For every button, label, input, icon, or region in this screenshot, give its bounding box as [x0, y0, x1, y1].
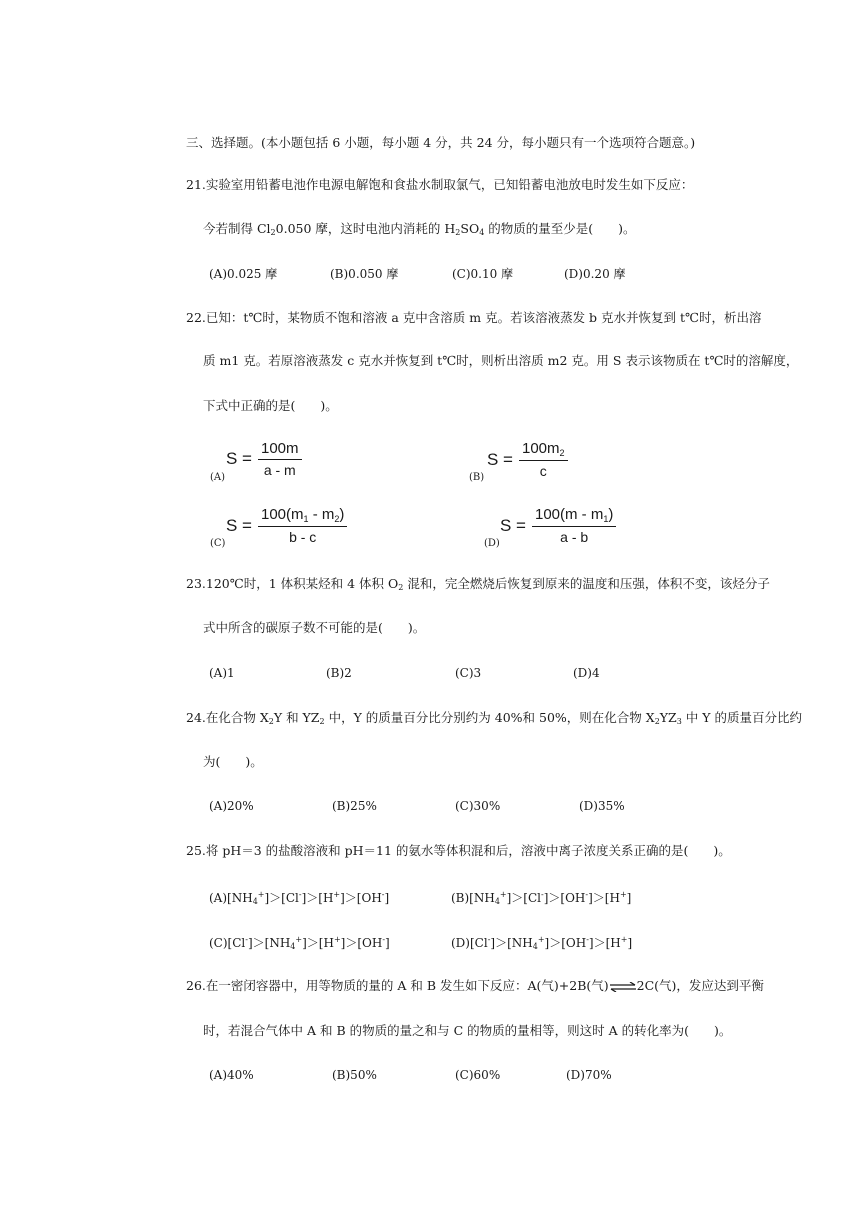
- section-header: 三、选择题。(本小题包括 6 小题，每小题 4 分，共 24 分，每小题只有一个选项符合题意。): [186, 135, 696, 150]
- formula-lhs: S =: [226, 449, 252, 468]
- q24-option-b[interactable]: (B)25%: [332, 799, 377, 813]
- denominator: b - c: [289, 529, 317, 545]
- q23-option-c[interactable]: (C)3: [455, 666, 482, 680]
- q22-formula-b-label[interactable]: (B): [469, 472, 485, 483]
- numerator: $100(m - m_1)$: [532, 506, 616, 527]
- q26-stem-line2: 时，若混合气体中 A 和 B 的物质的量之和与 C 的物质的量相等，则这时 A 的转化率为( )。: [203, 1023, 732, 1038]
- q26-stem-line1: 26.在一密闭容器中，用等物质的量的 A 和 B 发生如下反应：A(气)+2B(气) 2C(气)，发应达到平衡: [186, 978, 764, 993]
- fraction: [258, 440, 302, 478]
- q26-option-c[interactable]: (C)60%: [455, 1068, 501, 1082]
- q24-stem-line2: 为( )。: [203, 754, 263, 769]
- q22-formula-d[interactable]: [500, 506, 616, 545]
- fraction: [519, 440, 568, 479]
- q21-option-b[interactable]: (B)0.050 摩: [330, 267, 399, 281]
- q22-formula-a[interactable]: [226, 440, 302, 478]
- q22-formula-b[interactable]: [487, 440, 568, 479]
- q25-option-c[interactable]: $(C)[Cl^-]>[NH_4^+]>[H^+]>[OH^-]$: [209, 935, 390, 951]
- q25-option-a[interactable]: $(A)[NH_4^+]>[Cl^-]>[H^+]>[OH^-]$: [209, 890, 390, 906]
- q22-formula-c-label[interactable]: (C): [210, 538, 226, 549]
- formula-lhs: S =: [500, 515, 526, 535]
- denominator: a - b: [560, 529, 589, 545]
- q24-stem-line1: 24.在化合物 $X_2Y$ 和 $YZ_2$ 中，Y 的质量百分比分别约为 40%和 50%，则在化合物 $X_2YZ_3$ 中 Y 的质量百分比约: [186, 710, 802, 726]
- q22-formula-a-label[interactable]: (A): [210, 472, 226, 483]
- q25-option-d[interactable]: $(D)[Cl^-]>[NH_4^+]>[OH^-]>[H^+]$: [451, 935, 633, 951]
- q23-option-b[interactable]: (B)2: [326, 666, 352, 680]
- equilibrium-arrow-icon: [610, 982, 636, 992]
- q23-stem-line1: 23.120℃时，1 体积某烃和 4 体积 $O_2$ 混和，完全燃烧后恢复到原来的温度和压强，体积不变，该烃分子: [186, 576, 770, 592]
- q26-option-b[interactable]: (B)50%: [332, 1068, 377, 1082]
- q23-stem-line2: 式中所含的碳原子数不可能的是( )。: [203, 620, 426, 635]
- q21-option-c[interactable]: (C)0.10 摩: [452, 267, 514, 281]
- denominator: c: [539, 463, 547, 479]
- q24-option-c[interactable]: (C)30%: [455, 799, 501, 813]
- fraction: [532, 506, 616, 545]
- numerator: $100m_2$: [519, 440, 568, 461]
- q25-option-b[interactable]: $(B)[NH_4^+]>[Cl^-]>[OH^-]>[H^+]$: [451, 890, 632, 906]
- q21-option-a[interactable]: (A)0.025 摩: [209, 267, 278, 281]
- q22-formula-d-label[interactable]: (D): [484, 538, 500, 549]
- q22-stem-line3: 下式中正确的是( )。: [203, 398, 338, 413]
- q21-stem-line2: 今若制得 $Cl_20.050$ 摩，这时电池内消耗的 $H_2SO_4$ 的物质的量至少是( )。: [203, 221, 636, 237]
- q22-stem-line1: 22.已知：t℃时，某物质不饱和溶液 a 克中含溶质 m 克。若该溶液蒸发 b 克水并恢复到 t℃时，析出溶: [186, 310, 762, 325]
- q24-option-d[interactable]: (D)35%: [579, 799, 625, 813]
- q26-option-d[interactable]: (D)70%: [566, 1068, 612, 1082]
- q23-option-a[interactable]: (A)1: [209, 666, 235, 680]
- q21-stem-line1: 21.实验室用铅蓄电池作电源电解饱和食盐水制取氯气，已知铅蓄电池放电时发生如下反应：: [186, 177, 694, 192]
- formula-lhs: S =: [487, 449, 513, 469]
- q24-option-a[interactable]: (A)20%: [209, 799, 254, 813]
- q22-formula-c[interactable]: [226, 506, 347, 545]
- q21-option-d[interactable]: (D)0.20 摩: [564, 267, 626, 281]
- q26-option-a[interactable]: (A)40%: [209, 1068, 254, 1082]
- numerator: $100(m_1 - m_2)$: [258, 506, 347, 527]
- q25-stem-line1: 25.将 pH＝3 的盐酸溶液和 pH＝11 的氨水等体积混和后，溶液中离子浓度关系正确的是( )。: [186, 843, 731, 858]
- q22-stem-line2: 质 m1 克。若原溶液蒸发 c 克水并恢复到 t℃时，则析出溶质 m2 克。用 S 表示该物质在 t℃时的溶解度，: [203, 353, 799, 368]
- q23-option-d[interactable]: (D)4: [573, 666, 600, 680]
- denominator: a - m: [263, 462, 296, 478]
- numerator: 100m: [258, 440, 302, 460]
- fraction: [258, 506, 347, 545]
- formula-lhs: S =: [226, 515, 252, 535]
